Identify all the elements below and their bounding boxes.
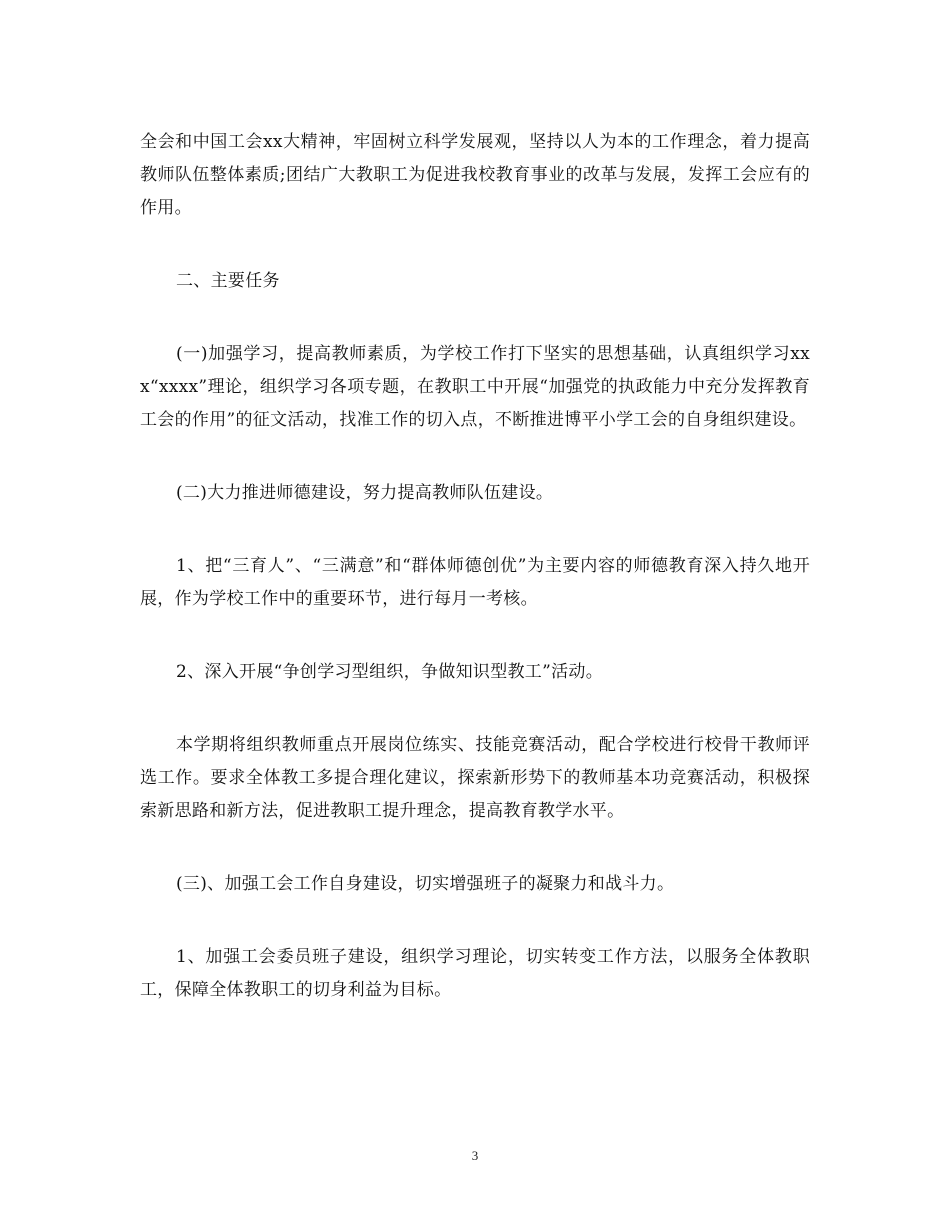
paragraph-semester-plan: 本学期将组织教师重点开展岗位练实、技能竞赛活动，配合学校进行校骨干教师评选工作。要求全体教工多提合理化建议，探索新形势下的教师基本功竞赛活动，积极探索新思路和新方法，促进教职工提升理念，提高教育教学水平。 [140,735,810,821]
paragraph-ethics-item-1: 1、把“三育人”、“三满意”和“群体师德创优”为主要内容的师德教育深入持久地开展，作为学校工作中的重要环节，进行每月一考核。 [140,556,810,609]
paragraph-study: (一)加强学习，提高教师素质，为学校工作打下坚实的思想基础，认真组织学习xxx“xxxx”理论，组织学习各项专题，在教职工中开展“加强党的执政能力中充分发挥教育工会的作用”的征文活动，找准工作的切入点，不断推进博平小学工会的自身组织建设。 [140,344,810,430]
document-body [140,126,810,1007]
paragraph-union-item-1: 1、加强工会委员班子建设，组织学习理论，切实转变工作方法，以服务全体教职工，保障全体教职工的切身利益为目标。 [140,947,810,1000]
page-number: 3 [471,1148,479,1163]
paragraph-ethics-item-2: 2、深入开展“争创学习型组织，争做知识型教工”活动。 [176,662,603,682]
subheading-union-building: (三)、加强工会工作自身建设，切实增强班子的凝聚力和战斗力。 [176,874,675,894]
paragraph-continuation: 全会和中国工会xx大精神，牢固树立科学发展观，坚持以人为本的工作理念，着力提高教师队伍整体素质;团结广大教职工为促进我校教育事业的改革与发展，发挥工会应有的作用。 [140,132,810,218]
subheading-ethics: (二)大力推进师德建设，努力提高教师队伍建设。 [176,483,554,503]
section-heading-main-tasks: 二、主要任务 [176,271,280,291]
